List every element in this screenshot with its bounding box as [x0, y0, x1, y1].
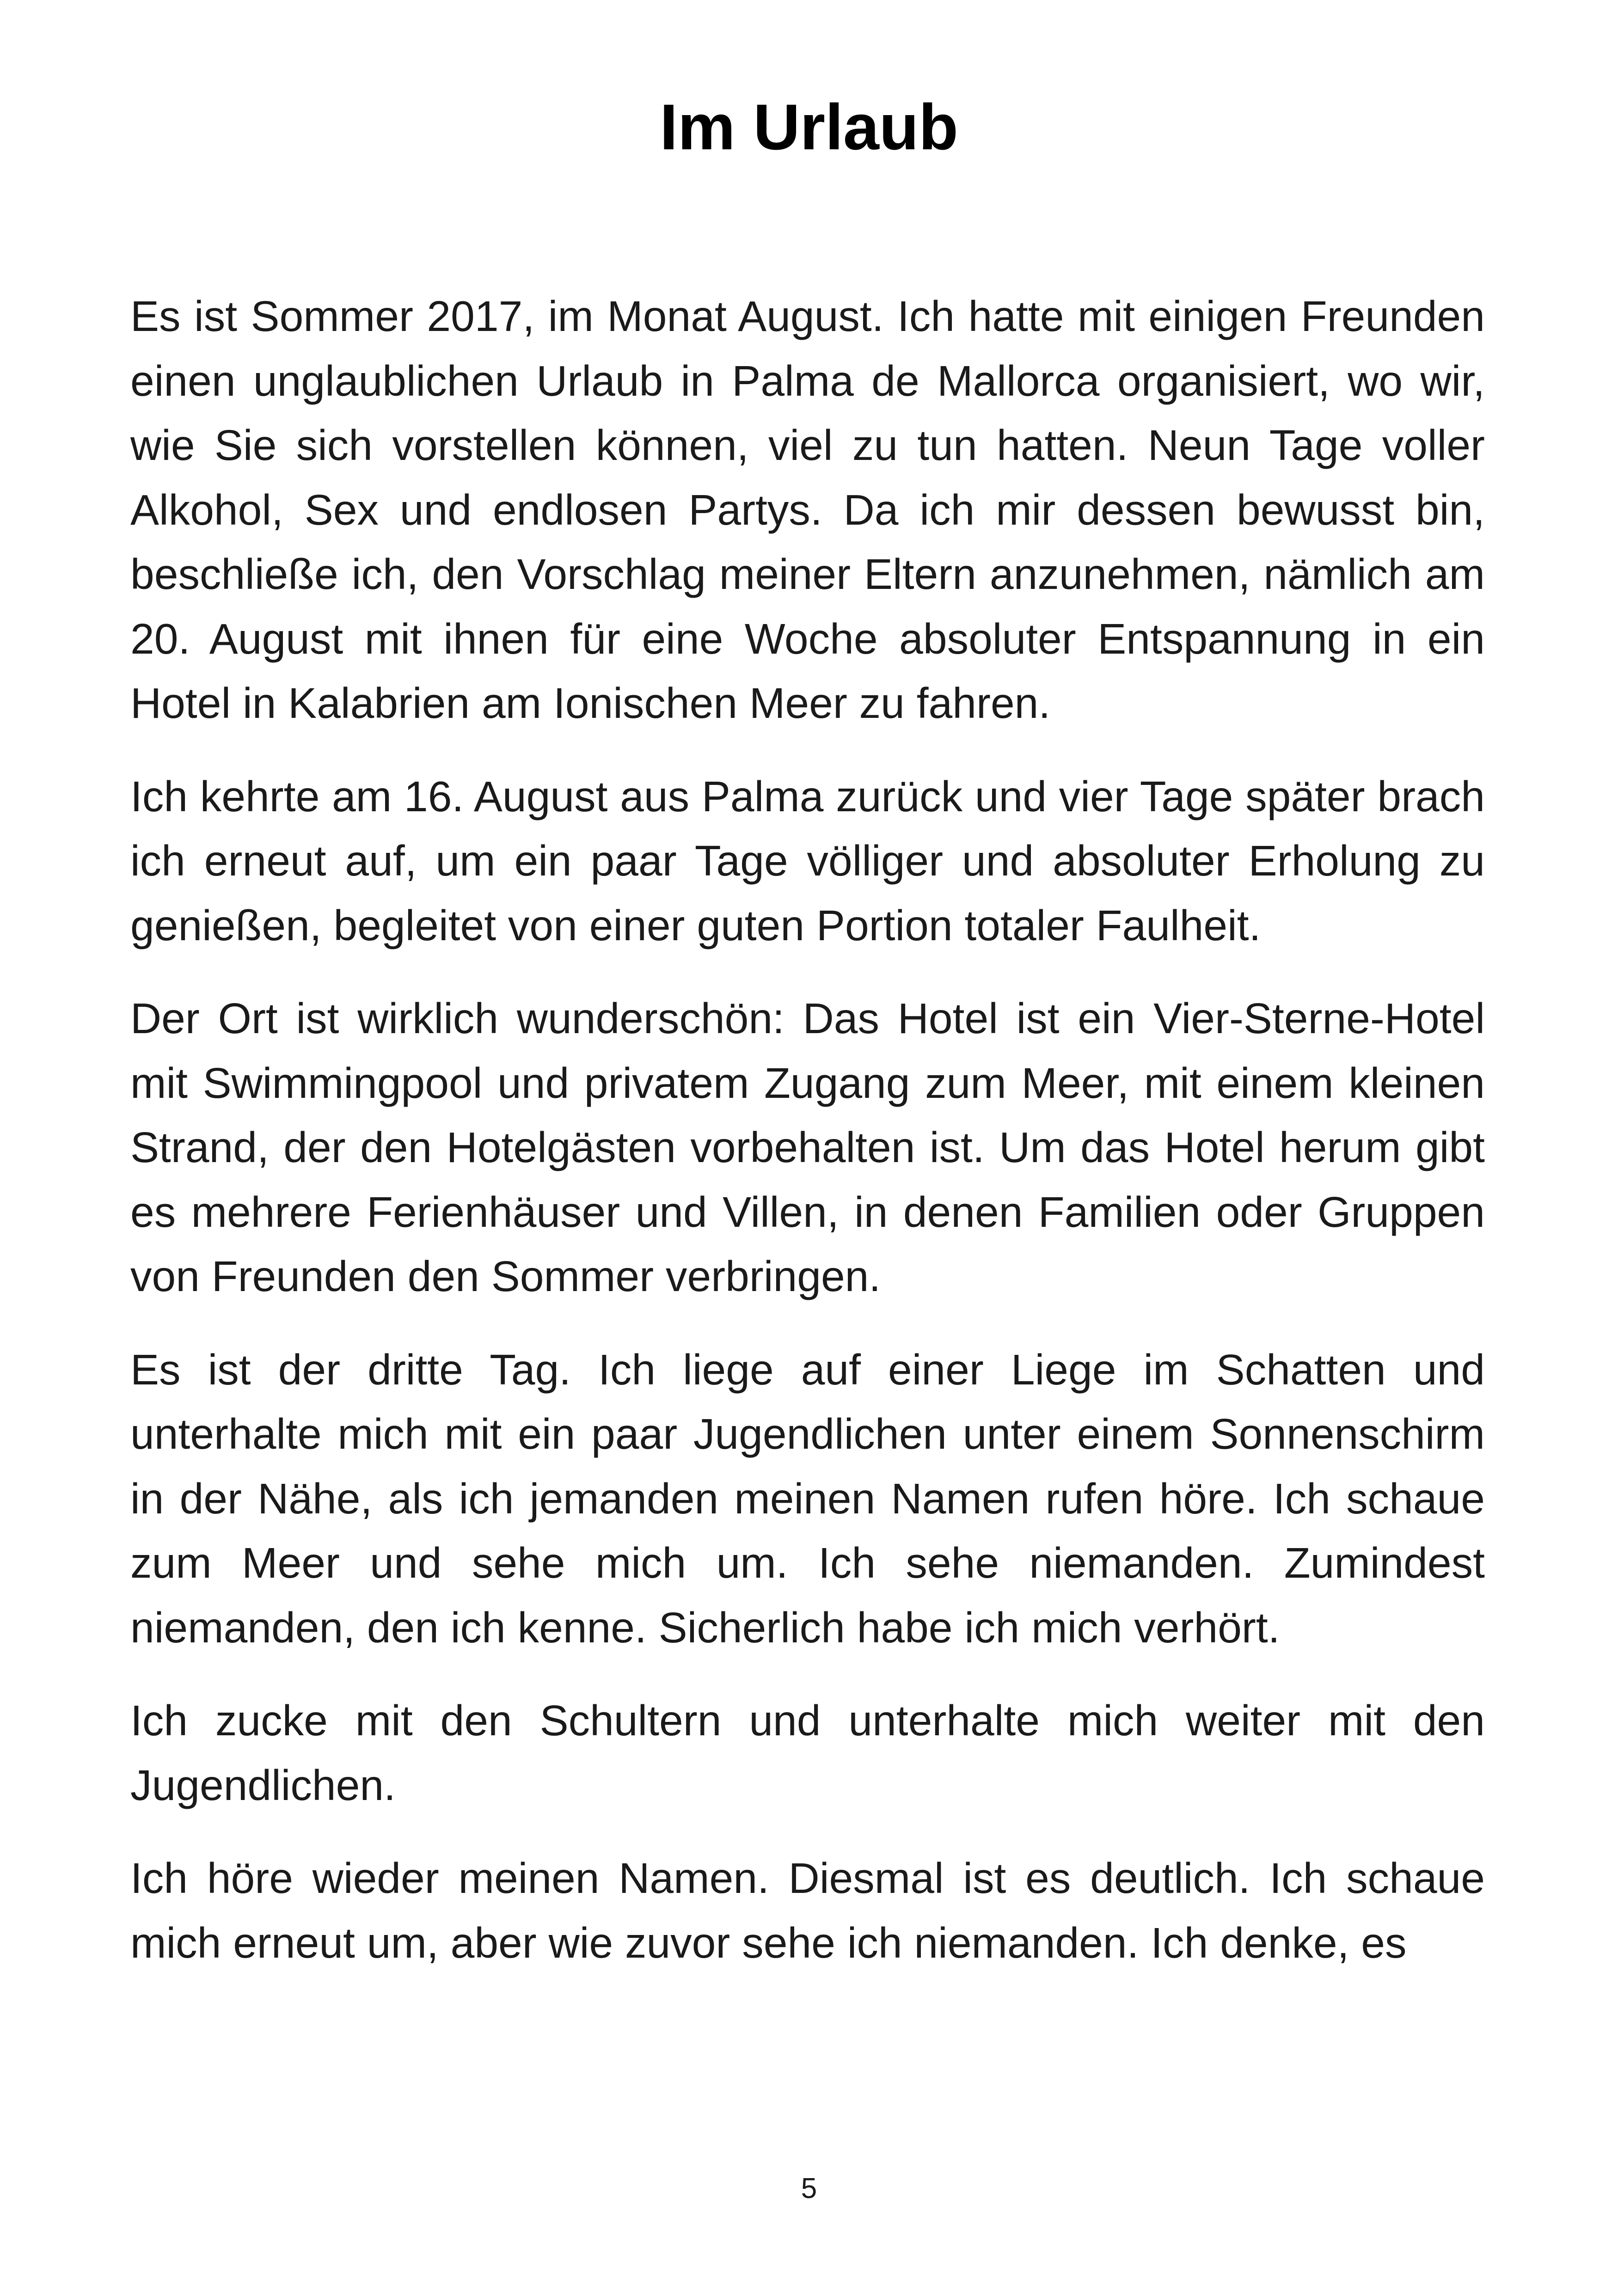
paragraph: Der Ort ist wirklich wunderschön: Das Hotel ist ein Vier-Sterne-Hotel mit Swimmingpool und privatem Zugang zum Meer, mit einem kleinen Strand, der den Hotelgästen vorbehalten ist. Um das Hotel herum gibt es mehrere Ferienhäuser und Villen, in denen Familien oder Gruppen von Freunden den Sommer verbringen. — [130, 994, 1485, 1300]
paragraph: Es ist der dritte Tag. Ich liege auf einer Liege im Schatten und unterhalte mich mit ein paar Jugendlichen unter einem Sonnenschirm in der Nähe, als ich jemanden meinen Namen rufen höre. Ich schaue zum Meer und sehe mich um. Ich sehe niemanden. Zumindest niemanden, den ich kenne. Sicherlich habe ich mich verhört. — [130, 1345, 1485, 1652]
paragraph: Ich höre wieder meinen Namen. Diesmal ist es deutlich. Ich schaue mich erneut um, aber wie zuvor sehe ich niemanden. Ich denke, es — [130, 1854, 1485, 1967]
paragraph: Ich zucke mit den Schultern und unterhalte mich weiter mit den Jugendlichen. — [130, 1696, 1485, 1809]
paragraph: Ich kehrte am 16. August aus Palma zurück und vier Tage später brach ich erneut auf, um ein paar Tage völliger und absoluter Erholung zu genießen, begleitet von einer guten Portion totaler Faulheit. — [130, 772, 1485, 949]
body-text — [130, 284, 1485, 2004]
paragraph: Es ist Sommer 2017, im Monat August. Ich hatte mit einigen Freunden einen unglaublichen Urlaub in Palma de Mallorca organisiert, wo wir, wie Sie sich vorstellen können, viel zu tun hatten. Neun Tage voller Alkohol, Sex und endlosen Partys. Da ich mir dessen bewusst bin, beschließe ich, den Vorschlag meiner Eltern anzunehmen, nämlich am 20. August mit ihnen für eine Woche absoluter Entspannung in ein Hotel in Kalabrien am Ionischen Meer zu fahren. — [130, 292, 1485, 727]
page-number: 5 — [801, 2173, 817, 2204]
chapter-title: Im Urlaub — [660, 91, 958, 163]
